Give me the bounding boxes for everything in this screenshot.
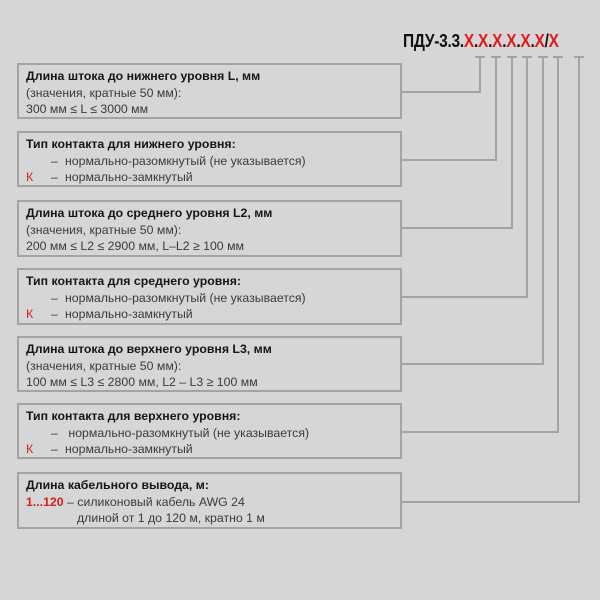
option-row (26, 441, 400, 458)
placeholder-4: Х (506, 31, 517, 51)
placeholder-5: Х (520, 31, 531, 51)
option-code: К (26, 442, 34, 456)
connector-horizontal (402, 91, 481, 93)
box-line: (значения, кратные 50 мм): (26, 85, 182, 100)
box-heading: Длина штока до нижнего уровня L, мм (26, 69, 261, 83)
placeholder-7: Х (548, 31, 559, 51)
connector-vertical (511, 56, 513, 229)
option-row (26, 153, 400, 170)
option-text: нормально-разомкнутый (не указывается) (65, 425, 310, 440)
option-code: К (26, 307, 34, 321)
placeholder-2: Х (478, 31, 489, 51)
box-heading: Тип контакта для верхнего уровня: (26, 409, 241, 423)
box-upper-contact-type (17, 403, 402, 459)
dot-separator: . (488, 31, 493, 51)
option-code: К (26, 170, 34, 184)
option-dash: – (67, 494, 74, 509)
connector-vertical (526, 56, 528, 298)
box-line: 200 мм ≤ L2 ≤ 2900 мм, L–L2 ≥ 100 мм (26, 239, 244, 253)
slash-separator: / (544, 31, 549, 51)
connector-horizontal (402, 227, 513, 229)
dot-separator: . (516, 31, 521, 51)
connector-horizontal (402, 159, 497, 161)
box-upper-rod-length (17, 336, 402, 392)
placeholder-6: Х (534, 31, 545, 51)
dot-separator: . (473, 31, 479, 51)
option-dash: – (51, 153, 58, 168)
placeholder-1: Х (463, 31, 474, 51)
connector-vertical (495, 56, 497, 161)
option-row-continued: длиной от 1 до 120 м, кратно 1 м (77, 511, 265, 525)
box-heading: Длина штока до среднего уровня L2, мм (26, 206, 273, 220)
range-code: 1...120 (26, 494, 64, 509)
option-row (26, 306, 400, 323)
box-line: 100 мм ≤ L3 ≤ 2800 мм, L2 – L3 ≥ 100 мм (26, 375, 258, 389)
option-text: силиконовый кабель AWG 24 (77, 494, 245, 509)
box-lower-contact-type (17, 131, 402, 187)
box-heading: Длина штока до верхнего уровня L3, мм (26, 342, 272, 356)
dot-separator: . (530, 31, 535, 51)
option-row (26, 494, 400, 511)
connector-vertical (557, 56, 559, 433)
box-line: (значения, кратные 50 мм): (26, 358, 182, 373)
box-middle-rod-length (17, 200, 402, 257)
box-lower-rod-length (17, 63, 402, 119)
option-dash: – (51, 170, 58, 184)
box-line: 300 мм ≤ L ≤ 3000 мм (26, 102, 149, 116)
box-middle-contact-type (17, 268, 402, 325)
option-dash: – (51, 442, 58, 456)
connector-horizontal (402, 363, 544, 365)
product-code-prefix: ПДУ-3.3. (403, 31, 464, 51)
connector-vertical (542, 56, 544, 365)
box-heading: Тип контакта для нижнего уровня: (26, 137, 236, 151)
option-dash: – (51, 290, 58, 305)
option-dash: – (51, 425, 58, 440)
box-cable-length (17, 472, 402, 529)
option-dash: – (51, 307, 58, 321)
box-heading: Длина кабельного вывода, м: (26, 478, 209, 492)
placeholder-3: Х (492, 31, 503, 51)
option-text: нормально-разомкнутый (не указывается) (65, 153, 306, 168)
option-row (26, 169, 400, 186)
product-code-title (403, 31, 559, 52)
box-heading: Тип контакта для среднего уровня: (26, 274, 241, 288)
connector-vertical (479, 56, 481, 93)
dot-separator: . (502, 31, 507, 51)
option-text: нормально-разомкнутый (не указывается) (65, 290, 306, 305)
connector-horizontal (402, 501, 580, 503)
connector-horizontal (402, 431, 559, 433)
option-row (26, 290, 400, 307)
option-row (26, 425, 400, 442)
option-text: нормально-замкнутый (65, 307, 193, 321)
box-line: (значения, кратные 50 мм): (26, 222, 182, 237)
option-text: нормально-замкнутый (65, 442, 193, 456)
option-text: нормально-замкнутый (65, 170, 193, 184)
connector-horizontal (402, 296, 528, 298)
connector-vertical (578, 56, 580, 503)
